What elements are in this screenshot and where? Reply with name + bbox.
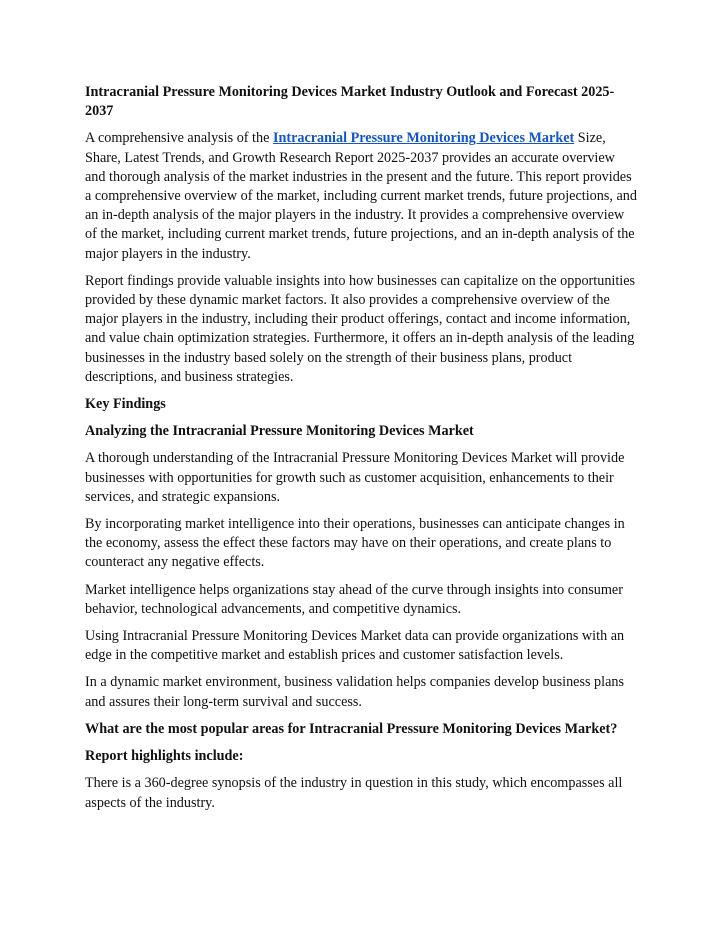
synopsis-paragraph: There is a 360-degree synopsis of the industry in question in this study, which encompasses all aspects of the industry. [85,775,623,811]
heading-popular-areas: What are the most popular areas for Intracranial Pressure Monitoring Devices Market? [85,720,618,737]
market-report-link[interactable]: Intracranial Pressure Monitoring Devices Market [272,130,575,147]
document-title: Intracranial Pressure Monitoring Devices Market Industry Outlook and Forecast 2025-2037 [85,84,615,120]
intro-text-after-link: Size, Share, Latest Trends, and Growth Research Report 2025-2037 provides an accurate overview and thorough analysis of the market industries in the present and the future. This report provides a comprehensive overview of the market, including current market trends, future projections, and an in-depth analysis of the major players in the industry. It provides a comprehensive overview of the market, including current market trends, future projections, and an in-depth analysis of the major players in the industry. [85,130,637,262]
market-data-paragraph: Using Intracranial Pressure Monitoring Devices Market data can provide organizations with an edge in the competitive market and establish prices and customer satisfaction levels. [85,628,625,664]
findings-paragraph: Report findings provide valuable insights into how businesses can capitalize on the opportunities provided by these dynamic market factors. It also provides a comprehensive overview of the major players in the industry, including their product offerings, contact and income information, and value chain optimization strategies. Furthermore, it offers an in-depth analysis of the leading businesses in the industry based solely on the strength of their business plans, product descriptions, and business strategies. [85,272,636,385]
business-validation-paragraph: In a dynamic market environment, business validation helps companies develop business plans and assures their long-term survival and success. [85,674,625,710]
market-intelligence-paragraph: By incorporating market intelligence into their operations, businesses can anticipate changes in the economy, assess the effect these factors may have on their operations, and create plans to counteract any negative effects. [85,516,625,571]
heading-key-findings: Key Findings [85,396,166,413]
document-page [85,83,637,821]
heading-analyzing-market: Analyzing the Intracranial Pressure Monitoring Devices Market [85,423,474,440]
intro-paragraph [85,129,637,263]
understanding-paragraph: A thorough understanding of the Intracranial Pressure Monitoring Devices Market will provide businesses with opportunities for growth such as customer acquisition, enhancements to their services, and strategic expansions. [85,450,625,505]
intro-text-before-link: A comprehensive analysis of the [85,130,273,147]
curve-paragraph: Market intelligence helps organizations stay ahead of the curve through insights into consumer behavior, technological advancements, and competitive dynamics. [85,581,623,617]
heading-report-highlights: Report highlights include: [85,748,244,765]
